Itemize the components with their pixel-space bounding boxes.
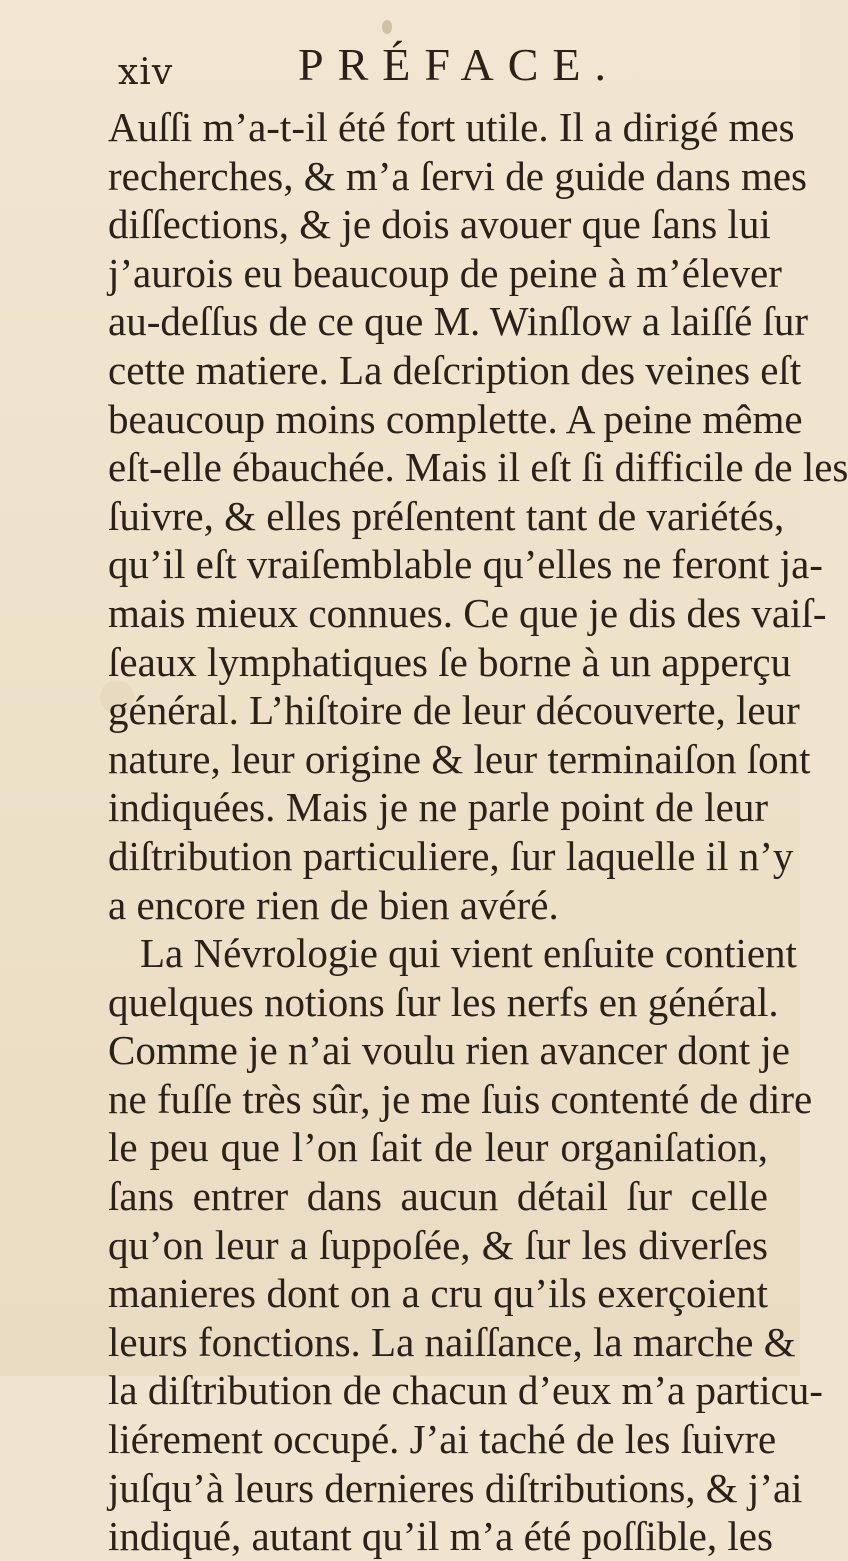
text-line: diſſections, & je dois avouer que ſans lui [108, 201, 771, 248]
body-text [108, 103, 848, 1561]
text-line: général. L’hiſtoire de leur découverte, leur [108, 687, 800, 734]
text-line: ſuivre, & elles préſentent tant de variétés, [108, 492, 785, 539]
text-line: juſqu’à leurs dernieres diſtributions, & j’ai [108, 1464, 803, 1511]
text-line: beaucoup moins complette. A peine même [108, 395, 803, 442]
text-line: quelques notions ſur les nerfs en général. [108, 978, 779, 1025]
text-line: a encore rien de bien avéré. [108, 881, 559, 928]
text-line: indiquées. Mais je ne parle point de leur [108, 784, 768, 831]
text-line: ne fuſſe très sûr, je me ſuis contenté de dire [108, 1075, 813, 1122]
text-line: qu’il eſt vraiſemblable qu’elles ne feront ja- [108, 541, 823, 588]
text-line: Comme je n’ai voulu rien avancer dont je [108, 1027, 790, 1074]
text-line: recherches, & m’a ſervi de guide dans mes [108, 152, 808, 199]
ink-spot [382, 20, 392, 34]
text-line: cette matiere. La deſcription des veines eſt [108, 346, 802, 393]
text-line: indiqué, autant qu’il m’a été poſſible, les [108, 1513, 773, 1560]
text-line: ſeaux lymphatiques ſe borne à un apperçu [108, 638, 792, 685]
text-line: manieres dont on a cru qu’ils exerçoient [108, 1270, 768, 1317]
running-head: PRÉFACE. [298, 39, 621, 90]
text-line: eſt-elle ébauchée. Mais il eſt ſi difficile de les [108, 444, 848, 491]
text-line: qu’on leur a ſuppoſée, & ſur les diverſes [108, 1221, 768, 1268]
text-line: leurs fonctions. La naiſſance, la marche & [108, 1318, 796, 1365]
text-line: liérement occupé. J’ai taché de les ſuivre [108, 1416, 777, 1463]
text-line: ſans entrer dans aucun détail ſur celle [108, 1173, 768, 1220]
page-header [0, 36, 800, 96]
page-number: xiv [118, 52, 174, 93]
text-line: mais mieux connues. Ce que je dis des vaiſ- [108, 589, 827, 636]
text-line: la diſtribution de chacun d’eux m’a particu- [108, 1367, 823, 1414]
text-line: Auſſi m’a-t-il été fort utile. Il a dirigé mes [108, 104, 795, 150]
text-line: au-deſſus de ce que M. Winſlow a laiſſé ſur [108, 298, 809, 345]
text-line: La Névrologie qui vient enſuite contient [140, 930, 797, 977]
text-line: diſtribution particuliere, ſur laquelle il n’y [108, 832, 794, 879]
text-line: j’aurois eu beaucoup de peine à m’élever [108, 249, 782, 296]
text-line: nature, leur origine & leur terminaiſon ſont [108, 735, 811, 782]
text-line: le peu que l’on ſait de leur organiſation, [108, 1124, 768, 1171]
